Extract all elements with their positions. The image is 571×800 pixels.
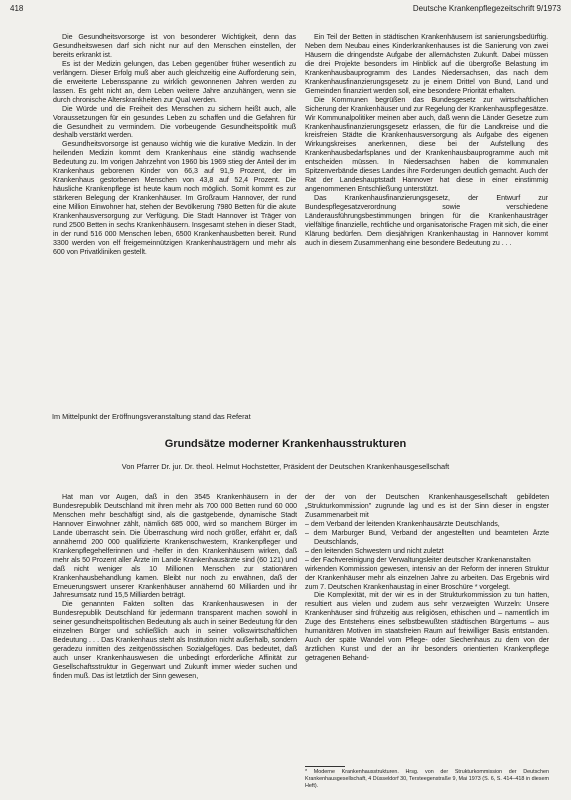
page-header xyxy=(10,3,561,15)
paragraph: Die genannten Fakten sollten das Krankenhauswesen in der Bundesrepublik Deutschland für jedermann transparent machen sowohl in seiner gesundheitspolitischen Bedeutung als auch in seiner Bedeutung für den einzelnen Bürger und schließlich auch in seiner volkswirtschaftlichen Bedeutung . . . Das Krankenhaus steht als Institution nicht außerhalb, sondern geradezu inmitten des zeitgenössischen Sozialgefüges. Das bedeutet, daß auch unser Krankenhauswesen die unbedingt erforderliche Affinität zur Gesellschaftsstruktur in Gegenwart und Zukunft immer wieder suchen und finden muß. Das ist letztlich der Sinn gewesen, xyxy=(53,600,297,681)
page-number: 418 xyxy=(10,4,24,13)
paragraph: Die Würde und die Freiheit des Menschen zu sichern heißt auch, alle Voraussetzungen für ein gesundes Leben zu schaffen und die Gefahren für die Gesundheit zu vermindern. Die vorbeugende Gesundheitspolitik muß deshalb verstärkt werden. xyxy=(53,104,296,140)
paragraph: wirkenden Kommission gewesen, intensiv an der Reform der inneren Struktur der Krankenhäuser mehr als einzelnen Jahre zu arbeiten. Das Ergebnis wird zum 7. Deutschen Krankenhaustag in einer Broschüre * vorgelegt. xyxy=(305,564,549,591)
paragraph: Die Gesundheitsvorsorge ist von besonderer Wichtigkeit, denn das Gesundheitswesen darf sich nicht nur auf den Menschen einstellen, der bereits erkrankt ist. xyxy=(53,33,296,59)
bullet-list xyxy=(305,520,549,565)
journal-title: Deutsche Krankenpflegezeitschrift 9/1973 xyxy=(412,4,561,13)
paragraph: Gesundheitsvorsorge ist genauso wichtig wie die kurative Medizin. In der heilenden Medizin kommt dem Krankenhaus eine ständig wachsende Bedeutung zu. Im vorigen Jahrzehnt von 1960 bis 1969 stieg der Anteil der im Krankenhaus geborenen Kinder von 66,3 auf 91,9 Prozent, der im Krankenhaus gestorbenen Menschen von 43,8 auf 52,4 Prozent. Die häusliche Krankenpflege ist heute kaum noch möglich. Somit kommt es zur stärkeren Belegung der Krankenhäuser. Im Großraum Hannover, der rund eine Million Einwohner hat, stehen der Bevölkerung 7980 Betten für die akute Krankenhausversorgung zur Verfügung. Die Stadt Hannover ist Träger von rund 2500 Betten in sechs Krankenhäusern. Insgesamt stehen in dieser Stadt, in der rund 516 000 Menschen leben, 6500 Krankenhausbetten bereit. Rund 3300 werden von elf freigemeinnützigen Krankenhausträgern und mehr als 600 von Privatkliniken gestellt. xyxy=(53,140,296,256)
column-2 xyxy=(305,33,548,248)
column-4 xyxy=(305,493,549,663)
paragraph: Es ist der Medizin gelungen, das Leben gegenüber früher wesentlich zu verlängern. Dieser Erfolg muß aber auch gleichzeitig eine Aufforderung sein, die erweiterte Lebensspanne zu wirklich gewonnenen Jahren werden zu lassen. Es geht nicht an, dem Leben weitere Jahre anzuhängen, wenn sie durch chronische Alterskrankheiten zur Qual werden. xyxy=(53,59,296,104)
column-3 xyxy=(53,493,297,681)
paragraph: Die Komplexität, mit der wir es in der Strukturkommission zu tun hatten, resultiert aus vielen und zudem aus sehr verzweigten Wurzeln: Unsere Krankenhäuser sind frühzeitig aus religiösen, ethischen und – namentlich im Zuge des Entstehens eines selbstbewußten städtischen Bürgertums – aus humanitären Motiven im staatsfreien Raum auf freiwilliger Basis entstanden. Auch der späte Wandel vom Pflege- oder Siechenhaus zu dem von der ärztlichen Kunst und der an ihr besonders orientierten Krankenpflege getragenen Behand- xyxy=(305,591,549,663)
list-item: – dem Verband der leitenden Krankenhausärzte Deutschlands, xyxy=(305,519,500,528)
paragraph: der der von der Deutschen Krankenhausgesellschaft gebildeten „Strukturkommission" zugrunde lag und es ist der Sinn dieser in engster Zusammenarbeit mit xyxy=(305,493,549,519)
paragraph: Das Krankenhausfinanzierungsgesetz, der Entwurf zur Bundespflegesatzverordnung sowie verschiedene Länderausführungsbestimmungen bringen für die Krankenhausträger vielfältige finanzielle, rechtliche und organisatorische Fragen mit sich, die einer Klärung bedürfen. Dem diesjährigen Krankenhaustag in Hannover kommt auch in diesem Zusammenhang eine besondere Bedeutung zu . . . xyxy=(305,194,548,247)
list-item: – den leitenden Schwestern und nicht zuletzt xyxy=(305,546,444,555)
paragraph: Hat man vor Augen, daß in den 3545 Krankenhäusern in der Bundesrepublik Deutschland mit ihren mehr als 700 000 Betten rund 60 000 Menschen mehr beschäftigt sind, als die gastgebende, dynamische Stadt Hannover Einwohner zählt, nämlich 685 000, wird so manchem Bürger im Lande überrascht sein. Die Überraschung wird noch größer, erfährt er, daß annähernd 200 000 qualifizierte Krankenschwestern, Krankenpfleger und Krankenpflegehelferinnen und -helfer in den Krankenhäusern wirken, daß mehr als 50 Prozent aller Ärzte im Lande Krankenhausärzte sind (60 121) und daß nicht weniger als 10 Millionen Menschen zur stationären Krankenhausbehandlung kamen. Bleibt nur noch zu erwähnen, daß der Erneuerungswert unserer Krankenhäuser annähernd 60 Milliarden und ihr Jahresumsatz rund 15,5 Milliarden beträgt. xyxy=(53,493,297,600)
list-item: – der Fachvereinigung der Verwaltungsleiter deutscher Krankenanstalten xyxy=(305,555,531,564)
footnote: * Moderne Krankenhausstrukturen. Hrsg. von der Strukturkommission der Deutschen Krankenhausgesellschaft, 4 Düsseldorf 30, Tersteegenstraße 9, Mai 1973 (S. 6, S. 414–418 in diesem Heft). xyxy=(305,769,549,789)
article-title: Grundsätze moderner Krankenhausstrukturen xyxy=(164,438,407,450)
footnote-rule xyxy=(305,766,345,767)
byline: Von Pfarrer Dr. jur. Dr. theol. Helmut Hochstetter, Präsident der Deutschen Krankenhausgesellschaft xyxy=(121,462,450,471)
column-1 xyxy=(53,33,296,257)
paragraph: Ein Teil der Betten in städtischen Krankenhäusern ist sanierungsbedürftig. Neben dem Neubau eines Kinderkrankenhauses ist die Sanierung von zwei Häusern die dringendste Aufgabe der allernächsten Zukunft. Dabei müssen die drei Projekte besonders im Hinblick auf die übergroße Belastung im Krankenhausbauprogramm des Landes Niedersachsen, das nach dem Krankenhausfinanzierungsgesetz zu je einem Drittel von Bund, Land und Gemeinden finanziert werden soll, eine besondere Priorität erhalten. xyxy=(305,33,548,95)
list-item: – dem Marburger Bund, Verband der angestellten und beamteten Ärzte Deutschlands, xyxy=(305,528,549,546)
paragraph: Die Kommunen begrüßen das Bundesgesetz zur wirtschaftlichen Sicherung der Krankenhäuser und zur Regelung der Krankenhauspflegesätze. Wir Kommunalpolitiker meinen aber auch, daß wenn die Länder Gesetze zum Krankenhausfinanzierungsgesetz erlassen, die für die Landkreise und die kreisfreien Städte die Krankenhausversorgung als Aufgabe des eigenen Wirkungskreises anerkennen, diese bei der Aufstellung des Krankenhausbedarfsplanes und der Krankenhausbauprogramme auch mit entscheiden müssen. In Niedersachsen haben die kommunalen Spitzenverbände dieses Landes ihre Forderungen deutlich gemacht. Auch der Rat der Landeshauptstadt Hannover hat diese in einer einstimmig angenommenen Entschließung unterstützt. xyxy=(305,95,548,194)
caption: Im Mittelpunkt der Eröffnungsveranstaltung stand das Referat xyxy=(52,412,251,421)
